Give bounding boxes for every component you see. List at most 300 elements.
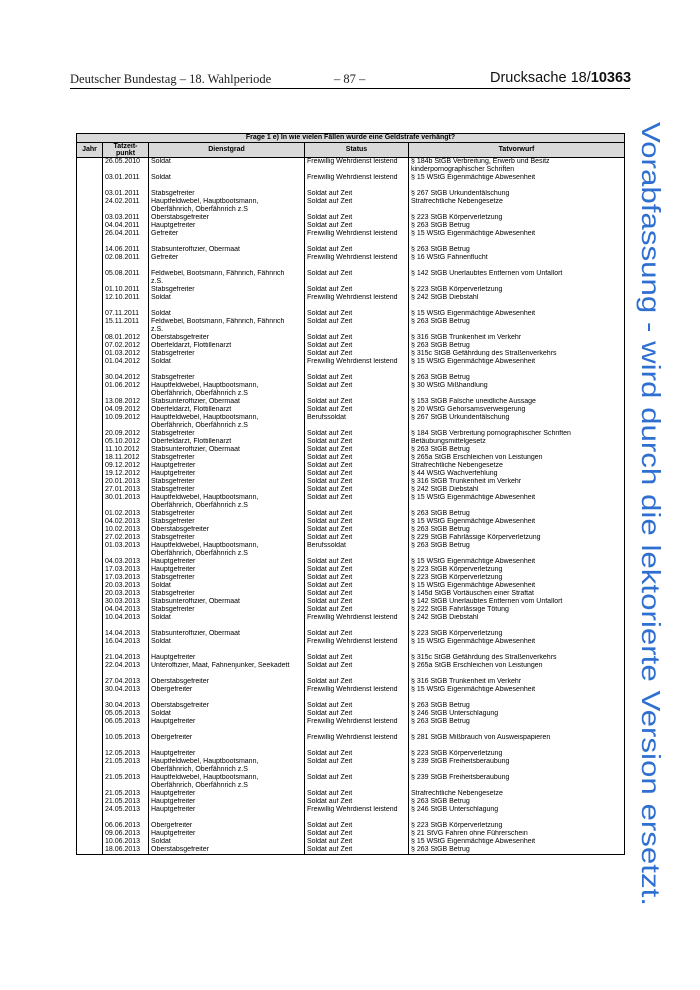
cell-jahr <box>77 398 103 406</box>
cell-dienstgrad: Soldat <box>149 638 305 654</box>
cell-tatzeitpunkt: 17.03.2013 <box>103 574 149 582</box>
cell-tatvorwurf: § 246 StGB Unterschlagung <box>409 806 625 822</box>
cell-status: Soldat auf Zeit <box>305 398 409 406</box>
cell-jahr <box>77 630 103 638</box>
cell-tatzeitpunkt: 13.08.2012 <box>103 398 149 406</box>
cell-tatvorwurf: § 15 WStG Eigenmächtige Abwesenheit <box>409 686 625 702</box>
cell-status: Freiwillig Wehrdienst leistend <box>305 254 409 270</box>
cell-status: Soldat auf Zeit <box>305 334 409 342</box>
table-row <box>77 374 625 382</box>
cell-tatzeitpunkt: 30.04.2012 <box>103 374 149 382</box>
cell-tatvorwurf: § 184 StGB Verbreitung pornographischer Schriften <box>409 430 625 438</box>
cell-tatzeitpunkt: 06.05.2013 <box>103 718 149 734</box>
cell-dienstgrad: Soldat <box>149 358 305 374</box>
cell-jahr <box>77 734 103 750</box>
cell-dienstgrad: Obergefreiter <box>149 734 305 750</box>
cell-status: Soldat auf Zeit <box>305 374 409 382</box>
cell-status: Soldat auf Zeit <box>305 286 409 294</box>
cell-tatzeitpunkt: 24.05.2013 <box>103 806 149 822</box>
cell-tatzeitpunkt: 04.04.2013 <box>103 606 149 614</box>
cell-tatvorwurf: § 223 StGB Körperverletzung <box>409 630 625 638</box>
cell-status: Freiwillig Wehrdienst leistend <box>305 158 409 175</box>
cell-tatzeitpunkt: 04.02.2013 <box>103 518 149 526</box>
cell-dienstgrad: Stabsgefreiter <box>149 286 305 294</box>
cell-dienstgrad: Gefreiter <box>149 254 305 270</box>
cell-tatvorwurf: § 15 WStG Eigenmächtige Abwesenheit <box>409 558 625 566</box>
cell-jahr <box>77 542 103 558</box>
cell-dienstgrad: Stabsgefreiter <box>149 534 305 542</box>
table-row <box>77 358 625 374</box>
table-row <box>77 454 625 462</box>
cell-tatzeitpunkt: 06.06.2013 <box>103 822 149 830</box>
table-row <box>77 246 625 254</box>
cell-tatvorwurf: § 242 StGB Diebstahl <box>409 614 625 630</box>
cell-dienstgrad: Gefreiter <box>149 230 305 246</box>
cell-jahr <box>77 806 103 822</box>
cell-status: Soldat auf Zeit <box>305 702 409 710</box>
cell-status: Soldat auf Zeit <box>305 798 409 806</box>
cell-dienstgrad: Stabsgefreiter <box>149 590 305 598</box>
cell-dienstgrad: Stabsgefreiter <box>149 486 305 494</box>
cell-tatzeitpunkt: 26.05.2010 <box>103 158 149 175</box>
cell-jahr <box>77 342 103 350</box>
cell-status: Soldat auf Zeit <box>305 590 409 598</box>
table-row <box>77 286 625 294</box>
cell-status: Soldat auf Zeit <box>305 486 409 494</box>
cell-tatzeitpunkt: 09.12.2012 <box>103 462 149 470</box>
cell-dienstgrad: Stabsgefreiter <box>149 430 305 438</box>
cell-dienstgrad: Oberstabsgefreiter <box>149 846 305 855</box>
cell-status: Soldat auf Zeit <box>305 838 409 846</box>
cell-tatvorwurf: § 265a StGB Erschleichen von Leistungen <box>409 454 625 462</box>
cell-tatvorwurf: Strafrechtliche Nebengesetze <box>409 462 625 470</box>
cell-dienstgrad: Feldwebel, Bootsmann, Fähnrich, Fähnrich z.S. <box>149 270 305 286</box>
cell-tatzeitpunkt: 10.05.2013 <box>103 734 149 750</box>
cell-jahr <box>77 598 103 606</box>
cell-tatzeitpunkt: 30.04.2013 <box>103 702 149 710</box>
table-row <box>77 630 625 638</box>
cell-dienstgrad: Hauptfeldwebel, Hauptbootsmann, Oberfähnrich, Oberfähnrich z.S <box>149 198 305 214</box>
cell-dienstgrad: Oberfeldarzt, Flottillenarzt <box>149 438 305 446</box>
cell-tatvorwurf: § 263 StGB Betrug <box>409 526 625 534</box>
table-row <box>77 830 625 838</box>
table-row <box>77 174 625 190</box>
cell-tatzeitpunkt: 21.05.2013 <box>103 798 149 806</box>
cell-dienstgrad: Hauptgefreiter <box>149 798 305 806</box>
cell-tatzeitpunkt: 20.09.2012 <box>103 430 149 438</box>
cell-jahr <box>77 478 103 486</box>
cell-tatvorwurf: § 184b StGB Verbreitung, Erwerb und Besitz kinderpornographischer Schriften <box>409 158 625 175</box>
cell-tatzeitpunkt: 04.09.2012 <box>103 406 149 414</box>
table-row <box>77 774 625 790</box>
cell-dienstgrad: Stabsgefreiter <box>149 518 305 526</box>
cell-status: Soldat auf Zeit <box>305 534 409 542</box>
cell-status: Soldat auf Zeit <box>305 822 409 830</box>
cell-status: Freiwillig Wehrdienst leistend <box>305 718 409 734</box>
cell-tatvorwurf: § 145d StGB Vortäuschen einer Straftat <box>409 590 625 598</box>
cell-tatzeitpunkt: 11.10.2012 <box>103 446 149 454</box>
table-row <box>77 526 625 534</box>
cell-status: Soldat auf Zeit <box>305 470 409 478</box>
cell-jahr <box>77 430 103 438</box>
cell-tatzeitpunkt: 15.11.2011 <box>103 318 149 334</box>
cell-dienstgrad: Stabsgefreiter <box>149 190 305 198</box>
table-row <box>77 542 625 558</box>
cell-dienstgrad: Unteroffizier, Maat, Fahnenjunker, Seekadett <box>149 662 305 678</box>
cell-status: Soldat auf Zeit <box>305 774 409 790</box>
cell-tatzeitpunkt: 17.03.2013 <box>103 566 149 574</box>
cell-status: Soldat auf Zeit <box>305 750 409 758</box>
cell-jahr <box>77 534 103 542</box>
cell-dienstgrad: Oberfeldarzt, Flottillenarzt <box>149 406 305 414</box>
cell-jahr <box>77 454 103 462</box>
cell-tatzeitpunkt: 09.06.2013 <box>103 830 149 838</box>
cell-status: Soldat auf Zeit <box>305 518 409 526</box>
cell-jahr <box>77 574 103 582</box>
cell-tatzeitpunkt: 04.04.2011 <box>103 222 149 230</box>
cell-tatvorwurf: § 15 WStG Eigenmächtige Abwesenheit <box>409 310 625 318</box>
cell-tatvorwurf: § 223 StGB Körperverletzung <box>409 286 625 294</box>
cell-tatvorwurf: § 315c StGB Gefährdung des Straßenverkehrs <box>409 654 625 662</box>
cell-tatvorwurf: § 223 StGB Körperverletzung <box>409 822 625 830</box>
cell-tatvorwurf: § 142 StGB Unerlaubtes Entfernen vom Unfallort <box>409 270 625 286</box>
cell-tatvorwurf: § 223 StGB Körperverletzung <box>409 574 625 582</box>
table-row <box>77 534 625 542</box>
cell-jahr <box>77 686 103 702</box>
cell-status: Soldat auf Zeit <box>305 350 409 358</box>
header-left: Deutscher Bundestag – 18. Wahlperiode <box>70 72 272 86</box>
cell-tatzeitpunkt: 03.01.2011 <box>103 174 149 190</box>
cell-tatvorwurf: § 263 StGB Betrug <box>409 374 625 382</box>
table-row <box>77 478 625 486</box>
cell-tatvorwurf: § 223 StGB Körperverletzung <box>409 214 625 222</box>
cell-status: Soldat auf Zeit <box>305 462 409 470</box>
cell-tatvorwurf: § 223 StGB Körperverletzung <box>409 566 625 574</box>
cell-tatvorwurf: § 15 WStG Eigenmächtige Abwesenheit <box>409 582 625 590</box>
table-row <box>77 710 625 718</box>
cell-jahr <box>77 246 103 254</box>
cell-jahr <box>77 702 103 710</box>
cell-tatzeitpunkt: 30.01.2013 <box>103 494 149 510</box>
cell-status: Soldat auf Zeit <box>305 494 409 510</box>
cell-tatzeitpunkt: 20.01.2013 <box>103 478 149 486</box>
table-row <box>77 518 625 526</box>
cell-dienstgrad: Stabsunteroffizier, Obermaat <box>149 446 305 454</box>
cell-jahr <box>77 662 103 678</box>
cell-jahr <box>77 758 103 774</box>
cell-status: Soldat auf Zeit <box>305 790 409 798</box>
cell-tatvorwurf: § 263 StGB Betrug <box>409 510 625 518</box>
cell-jahr <box>77 654 103 662</box>
cell-tatzeitpunkt: 21.04.2013 <box>103 654 149 662</box>
cell-dienstgrad: Stabsgefreiter <box>149 374 305 382</box>
cell-jahr <box>77 374 103 382</box>
cell-tatvorwurf: § 265a StGB Erschleichen von Leistungen <box>409 662 625 678</box>
cell-status: Soldat auf Zeit <box>305 526 409 534</box>
cell-status: Soldat auf Zeit <box>305 318 409 334</box>
table-row <box>77 414 625 430</box>
cell-tatvorwurf: § 239 StGB Freiheitsberaubung <box>409 758 625 774</box>
cell-dienstgrad: Soldat <box>149 294 305 310</box>
cell-tatzeitpunkt: 20.03.2013 <box>103 582 149 590</box>
cell-tatvorwurf: Strafrechtliche Nebengesetze <box>409 790 625 798</box>
cell-jahr <box>77 334 103 342</box>
cell-tatzeitpunkt: 03.03.2011 <box>103 214 149 222</box>
cell-tatvorwurf: § 15 WStG Eigenmächtige Abwesenheit <box>409 230 625 246</box>
cell-tatvorwurf: § 316 StGB Trunkenheit im Verkehr <box>409 478 625 486</box>
cell-status: Soldat auf Zeit <box>305 382 409 398</box>
cell-jahr <box>77 222 103 230</box>
cell-status: Freiwillig Wehrdienst leistend <box>305 638 409 654</box>
cell-tatzeitpunkt: 14.04.2013 <box>103 630 149 638</box>
cell-tatzeitpunkt: 22.04.2013 <box>103 662 149 678</box>
cell-tatvorwurf: § 315c StGB Gefährdung des Straßenverkehrs <box>409 350 625 358</box>
cell-status: Freiwillig Wehrdienst leistend <box>305 294 409 310</box>
cell-dienstgrad: Soldat <box>149 174 305 190</box>
cell-dienstgrad: Hauptfeldwebel, Hauptbootsmann, Oberfähnrich, Oberfähnrich z.S <box>149 382 305 398</box>
draft-watermark <box>632 120 672 910</box>
table-row <box>77 686 625 702</box>
cell-tatvorwurf: § 263 StGB Betrug <box>409 246 625 254</box>
table-row <box>77 190 625 198</box>
cell-tatvorwurf: § 21 StVG Fahren ohne Führerschein <box>409 830 625 838</box>
cell-dienstgrad: Hauptgefreiter <box>149 830 305 838</box>
cell-tatzeitpunkt: 30.04.2013 <box>103 686 149 702</box>
cell-status: Freiwillig Wehrdienst leistend <box>305 734 409 750</box>
cell-tatzeitpunkt: 26.04.2011 <box>103 230 149 246</box>
cell-tatzeitpunkt: 05.08.2011 <box>103 270 149 286</box>
cell-tatzeitpunkt: 21.05.2013 <box>103 790 149 798</box>
table-row <box>77 734 625 750</box>
table-row <box>77 462 625 470</box>
cell-jahr <box>77 214 103 222</box>
cell-status: Soldat auf Zeit <box>305 662 409 678</box>
table-row <box>77 806 625 822</box>
cell-jahr <box>77 846 103 855</box>
cell-jahr <box>77 310 103 318</box>
cell-tatvorwurf: § 316 StGB Trunkenheit im Verkehr <box>409 678 625 686</box>
table-row <box>77 334 625 342</box>
table-row <box>77 198 625 214</box>
cell-dienstgrad: Stabsunteroffizier, Obermaat <box>149 246 305 254</box>
cell-tatzeitpunkt: 16.04.2013 <box>103 638 149 654</box>
cell-tatvorwurf: § 263 StGB Betrug <box>409 342 625 350</box>
col-header-status: Status <box>305 143 409 158</box>
cell-jahr <box>77 486 103 494</box>
cell-tatvorwurf: § 263 StGB Betrug <box>409 798 625 806</box>
cell-status: Soldat auf Zeit <box>305 454 409 462</box>
cell-status: Soldat auf Zeit <box>305 446 409 454</box>
table-row <box>77 294 625 310</box>
cell-jahr <box>77 678 103 686</box>
table-row <box>77 430 625 438</box>
cell-tatzeitpunkt: 10.04.2013 <box>103 614 149 630</box>
cell-tatzeitpunkt: 01.03.2013 <box>103 542 149 558</box>
table-row <box>77 678 625 686</box>
cell-dienstgrad: Stabsgefreiter <box>149 606 305 614</box>
cell-jahr <box>77 750 103 758</box>
table-row <box>77 310 625 318</box>
cell-status: Freiwillig Wehrdienst leistend <box>305 230 409 246</box>
cell-jahr <box>77 358 103 374</box>
cell-dienstgrad: Hauptgefreiter <box>149 750 305 758</box>
cell-tatvorwurf: § 44 WStG Wachverfehlung <box>409 470 625 478</box>
cell-tatzeitpunkt: 07.11.2011 <box>103 310 149 318</box>
table-row <box>77 566 625 574</box>
table-row <box>77 470 625 478</box>
cell-jahr <box>77 710 103 718</box>
cell-dienstgrad: Oberstabsgefreiter <box>149 334 305 342</box>
document-number: Drucksache 18/10363 <box>490 70 632 86</box>
cell-status: Freiwillig Wehrdienst leistend <box>305 686 409 702</box>
cell-dienstgrad: Hauptgefreiter <box>149 790 305 798</box>
cell-tatzeitpunkt: 27.02.2013 <box>103 534 149 542</box>
cell-jahr <box>77 294 103 310</box>
cell-tatvorwurf: § 246 StGB Unterschlagung <box>409 710 625 718</box>
cell-status: Soldat auf Zeit <box>305 406 409 414</box>
cell-dienstgrad: Soldat <box>149 710 305 718</box>
table-row <box>77 790 625 798</box>
cell-tatvorwurf: Strafrechtliche Nebengesetze <box>409 198 625 214</box>
cell-dienstgrad: Stabsgefreiter <box>149 350 305 358</box>
cell-dienstgrad: Oberfeldarzt, Flottillenarzt <box>149 342 305 350</box>
cell-status: Soldat auf Zeit <box>305 198 409 214</box>
cell-jahr <box>77 838 103 846</box>
cell-status: Soldat auf Zeit <box>305 758 409 774</box>
cell-dienstgrad: Obergefreiter <box>149 822 305 830</box>
cell-tatzeitpunkt: 04.03.2013 <box>103 558 149 566</box>
cell-status: Soldat auf Zeit <box>305 310 409 318</box>
cell-status: Soldat auf Zeit <box>305 582 409 590</box>
cell-dienstgrad: Oberstabsgefreiter <box>149 678 305 686</box>
cell-tatzeitpunkt: 02.08.2011 <box>103 254 149 270</box>
cell-tatzeitpunkt: 10.09.2012 <box>103 414 149 430</box>
cell-jahr <box>77 774 103 790</box>
cell-dienstgrad: Hauptgefreiter <box>149 806 305 822</box>
cell-dienstgrad: Hauptfeldwebel, Hauptbootsmann, Oberfähnrich, Oberfähnrich z.S <box>149 414 305 430</box>
col-header-dienstgrad: Dienstgrad <box>149 143 305 158</box>
cell-dienstgrad: Hauptfeldwebel, Hauptbootsmann, Oberfähnrich, Oberfähnrich z.S <box>149 494 305 510</box>
cell-status: Freiwillig Wehrdienst leistend <box>305 174 409 190</box>
cell-dienstgrad: Hauptfeldwebel, Hauptbootsmann, Oberfähnrich, Oberfähnrich z.S <box>149 774 305 790</box>
cell-tatvorwurf: § 20 WStG Gehorsamsverweigerung <box>409 406 625 414</box>
cell-dienstgrad: Oberstabsgefreiter <box>149 702 305 710</box>
cell-tatvorwurf: § 263 StGB Betrug <box>409 702 625 710</box>
cell-dienstgrad: Hauptgefreiter <box>149 462 305 470</box>
table-row <box>77 654 625 662</box>
cell-dienstgrad: Stabsgefreiter <box>149 510 305 518</box>
cell-dienstgrad: Stabsunteroffizier, Obermaat <box>149 598 305 606</box>
table-row <box>77 318 625 334</box>
table-row <box>77 406 625 414</box>
table-row <box>77 838 625 846</box>
cell-dienstgrad: Oberstabsgefreiter <box>149 526 305 534</box>
cell-tatzeitpunkt: 03.01.2011 <box>103 190 149 198</box>
cell-dienstgrad: Stabsunteroffizier, Obermaat <box>149 630 305 638</box>
cell-tatvorwurf: Betäubungsmittelgesetz <box>409 438 625 446</box>
table-row <box>77 598 625 606</box>
cell-jahr <box>77 798 103 806</box>
table-row <box>77 446 625 454</box>
cell-jahr <box>77 286 103 294</box>
cell-tatvorwurf: § 263 StGB Betrug <box>409 446 625 454</box>
cell-tatvorwurf: § 263 StGB Betrug <box>409 222 625 230</box>
table-row <box>77 558 625 566</box>
cell-tatzeitpunkt: 18.11.2012 <box>103 454 149 462</box>
cell-tatzeitpunkt: 21.05.2013 <box>103 774 149 790</box>
table-row <box>77 214 625 222</box>
cell-tatzeitpunkt: 24.02.2011 <box>103 198 149 214</box>
cell-tatvorwurf: § 16 WStG Fahnenflucht <box>409 254 625 270</box>
cell-tatzeitpunkt: 01.04.2012 <box>103 358 149 374</box>
cell-status: Soldat auf Zeit <box>305 654 409 662</box>
cell-jahr <box>77 462 103 470</box>
table-row <box>77 758 625 774</box>
table-row <box>77 822 625 830</box>
cell-jahr <box>77 638 103 654</box>
cell-dienstgrad: Hauptgefreiter <box>149 566 305 574</box>
table-row <box>77 662 625 678</box>
cell-tatvorwurf: § 263 StGB Betrug <box>409 542 625 558</box>
cell-jahr <box>77 606 103 614</box>
cell-tatvorwurf: § 222 StGB Fahrlässige Tötung <box>409 606 625 614</box>
cell-tatvorwurf: § 281 StGB Mißbrauch von Ausweispapieren <box>409 734 625 750</box>
cell-jahr <box>77 158 103 175</box>
table-row <box>77 254 625 270</box>
table-row <box>77 582 625 590</box>
cell-jahr <box>77 494 103 510</box>
cell-dienstgrad: Hauptgefreiter <box>149 558 305 566</box>
cell-jahr <box>77 414 103 430</box>
cell-dienstgrad: Stabsgefreiter <box>149 574 305 582</box>
cell-tatvorwurf: § 242 StGB Diebstahl <box>409 294 625 310</box>
table-row <box>77 222 625 230</box>
cell-tatzeitpunkt: 14.06.2011 <box>103 246 149 254</box>
table-row <box>77 158 625 175</box>
cell-status: Freiwillig Wehrdienst leistend <box>305 806 409 822</box>
cell-dienstgrad: Soldat <box>149 310 305 318</box>
cell-status: Soldat auf Zeit <box>305 630 409 638</box>
cell-status: Soldat auf Zeit <box>305 214 409 222</box>
cell-dienstgrad: Stabsunteroffizier, Obermaat <box>149 398 305 406</box>
cell-tatvorwurf: § 15 WStG Eigenmächtige Abwesenheit <box>409 494 625 510</box>
cell-status: Soldat auf Zeit <box>305 246 409 254</box>
cell-status: Soldat auf Zeit <box>305 574 409 582</box>
table-row <box>77 494 625 510</box>
cell-tatzeitpunkt: 27.01.2013 <box>103 486 149 494</box>
table-title: Frage 1 e) In wie vielen Fällen wurde eine Geldstrafe verhängt? <box>77 134 625 143</box>
cell-status: Soldat auf Zeit <box>305 558 409 566</box>
cell-status: Freiwillig Wehrdienst leistend <box>305 358 409 374</box>
cell-jahr <box>77 254 103 270</box>
header-rule <box>70 88 630 89</box>
cell-dienstgrad: Hauptfeldwebel, Hauptbootsmann, Oberfähnrich, Oberfähnrich z.S <box>149 542 305 558</box>
cell-jahr <box>77 382 103 398</box>
table-row <box>77 486 625 494</box>
cell-status: Soldat auf Zeit <box>305 438 409 446</box>
table-row <box>77 270 625 286</box>
cell-tatvorwurf: § 316 StGB Trunkenheit im Verkehr <box>409 334 625 342</box>
table-row <box>77 702 625 710</box>
cell-jahr <box>77 190 103 198</box>
cell-jahr <box>77 270 103 286</box>
cell-tatvorwurf: § 242 StGB Diebstahl <box>409 486 625 494</box>
cell-jahr <box>77 518 103 526</box>
cell-jahr <box>77 470 103 478</box>
cell-jahr <box>77 822 103 830</box>
page-number: – 87 – <box>334 72 366 86</box>
cell-tatvorwurf: § 15 WStG Eigenmächtige Abwesenheit <box>409 518 625 526</box>
